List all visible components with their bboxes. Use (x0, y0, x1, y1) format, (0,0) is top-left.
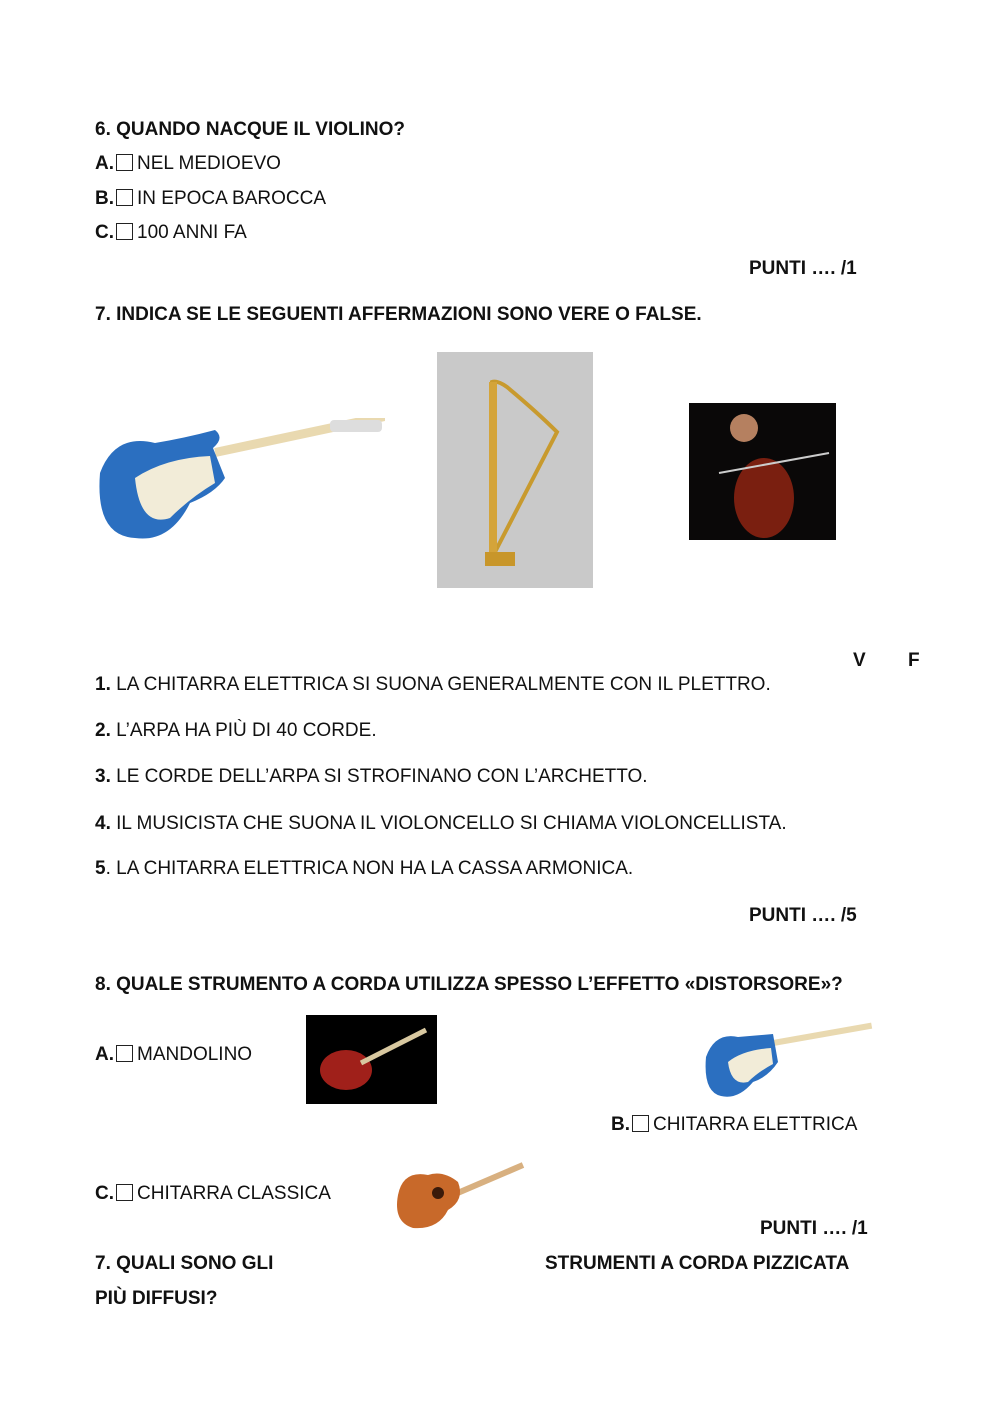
q6-option-b[interactable] (95, 188, 326, 210)
question-8-title: 8. QUALE STRUMENTO A CORDA UTILIZZA SPESSO L’EFFETTO «DISTORSORE»? (95, 974, 843, 995)
checkbox[interactable] (116, 223, 133, 240)
checkbox[interactable] (116, 154, 133, 171)
false-column-header: F (908, 650, 920, 671)
statement-4 (95, 813, 787, 835)
q8-option-b[interactable] (611, 1114, 857, 1136)
question-6-title: 6. QUANDO NACQUE IL VIOLINO? (95, 119, 406, 140)
question-9-title-right: STRUMENTI A CORDA PIZZICATA (545, 1253, 850, 1274)
statement-text: . LA CHITARRA ELETTRICA NON HA LA CASSA ARMONICA. (105, 858, 634, 879)
option-letter: B. (95, 188, 114, 209)
statement-5 (95, 858, 633, 880)
q8-option-c[interactable] (95, 1183, 331, 1205)
q8-score: PUNTI …. /1 (760, 1218, 868, 1239)
classical-guitar-image (393, 1160, 528, 1232)
statement-number: 1. (95, 674, 111, 695)
cellist-photo (689, 403, 836, 540)
option-text: CHITARRA CLASSICA (137, 1183, 331, 1204)
statement-1 (95, 674, 771, 696)
question-7-title: 7. INDICA SE LE SEGUENTI AFFERMAZIONI SONO VERE O FALSE. (95, 304, 702, 325)
statement-text: LA CHITARRA ELETTRICA SI SUONA GENERALMENTE CON IL PLETTRO. (110, 674, 771, 695)
statement-2 (95, 720, 377, 742)
option-letter: A. (95, 153, 114, 174)
option-text: NEL MEDIOEVO (137, 153, 281, 174)
true-column-header: V (853, 650, 866, 671)
electric-guitar-image (95, 418, 385, 543)
q8-option-a[interactable] (95, 1044, 252, 1066)
q6-option-a[interactable] (95, 153, 281, 175)
q6-score: PUNTI …. /1 (749, 258, 857, 279)
harp-image (437, 352, 593, 588)
option-letter: C. (95, 222, 114, 243)
statement-text: LE CORDE DELL’ARPA SI STROFINANO CON L’ARCHETTO. (110, 766, 648, 787)
option-letter: A. (95, 1044, 114, 1065)
option-text: MANDOLINO (137, 1044, 253, 1065)
question-9-title-left: 7. QUALI SONO GLI (95, 1253, 274, 1274)
checkbox[interactable] (116, 1045, 133, 1062)
option-text: CHITARRA ELETTRICA (653, 1114, 858, 1135)
statement-number: 3. (95, 766, 111, 787)
q7-score: PUNTI …. /5 (749, 905, 857, 926)
option-letter: B. (611, 1114, 630, 1135)
statement-3 (95, 766, 648, 788)
checkbox[interactable] (632, 1115, 649, 1132)
q6-option-c[interactable] (95, 222, 247, 244)
electric-guitar-small-image (703, 1022, 875, 1098)
checkbox[interactable] (116, 189, 133, 206)
statement-text: IL MUSICISTA CHE SUONA IL VIOLONCELLO SI CHIAMA VIOLONCELLISTA. (110, 813, 787, 834)
mandolin-image (306, 1015, 437, 1104)
statement-number: 5 (95, 858, 106, 879)
checkbox[interactable] (116, 1184, 133, 1201)
statement-number: 2. (95, 720, 111, 741)
option-letter: C. (95, 1183, 114, 1204)
option-text: 100 ANNI FA (137, 222, 247, 243)
statement-text: L’ARPA HA PIÙ DI 40 CORDE. (110, 720, 377, 741)
option-text: IN EPOCA BAROCCA (137, 188, 326, 209)
question-9-title-line2: PIÙ DIFFUSI? (95, 1288, 218, 1309)
statement-number: 4. (95, 813, 111, 834)
